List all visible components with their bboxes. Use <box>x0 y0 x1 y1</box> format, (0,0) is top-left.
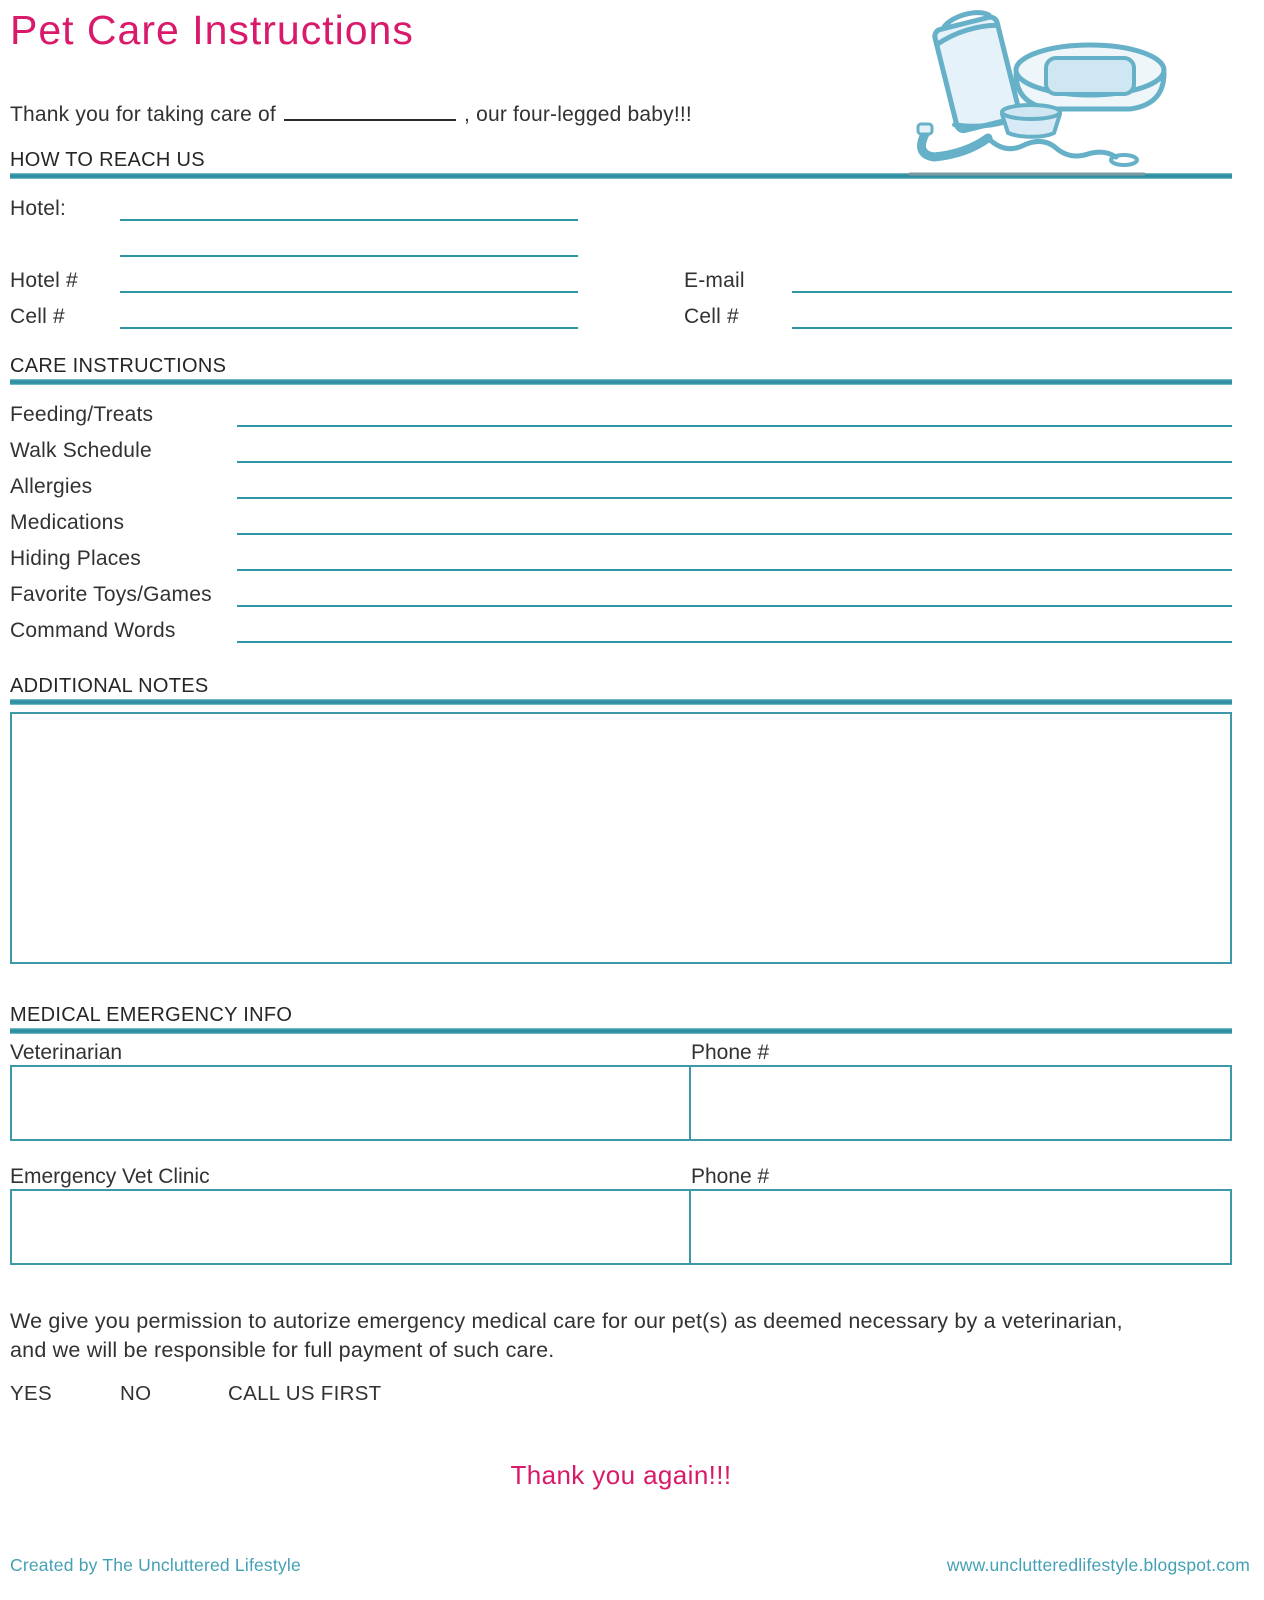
permission-statement <box>10 1307 1232 1365</box>
section-heading-care-instructions: CARE INSTRUCTIONS <box>10 355 227 378</box>
clinic-phone-label: Phone # <box>691 1165 770 1189</box>
veterinarian-label: Veterinarian <box>10 1041 123 1065</box>
page-footer <box>10 1555 1250 1576</box>
email-label: E-mail <box>684 269 745 293</box>
section-rule-medical <box>10 1028 1232 1034</box>
emergency-clinic-header-row <box>10 1163 1232 1189</box>
cell-number-field-line[interactable] <box>120 315 578 329</box>
section-rule-notes <box>10 699 1232 705</box>
permission-options-row <box>10 1382 1232 1406</box>
email-field-line[interactable] <box>792 279 1232 293</box>
hotel-field-line[interactable] <box>120 207 578 221</box>
emergency-clinic-cell[interactable] <box>12 1191 691 1263</box>
hiding-places-label: Hiding Places <box>10 547 141 571</box>
hotel-row-2 <box>10 221 1232 257</box>
pet-bed-icon <box>1016 45 1164 109</box>
permission-line-1: We give you permission to autorize emergency medical care for our pet(s) as deemed necessary by a veterinarian, <box>10 1309 1123 1334</box>
walk-schedule-label: Walk Schedule <box>10 439 152 463</box>
allergies-label: Allergies <box>10 475 93 499</box>
option-yes[interactable]: YES <box>10 1382 52 1406</box>
section-rule-care <box>10 379 1232 385</box>
section-heading-how-to-reach-us: HOW TO REACH US <box>10 149 205 172</box>
hotel-number-field-line[interactable] <box>120 279 578 293</box>
section-heading-additional-notes: ADDITIONAL NOTES <box>10 675 209 698</box>
intro-suffix: , our four-legged baby!!! <box>464 103 692 127</box>
permission-line-2: and we will be responsible for full payment of such care. <box>10 1338 555 1363</box>
veterinarian-header-row <box>10 1039 1232 1065</box>
vet-phone-label: Phone # <box>691 1041 770 1065</box>
hotel-field-line-2[interactable] <box>120 243 578 257</box>
care-row-toys <box>10 571 1232 607</box>
additional-notes-box[interactable] <box>10 712 1232 964</box>
hiding-places-field-line[interactable] <box>237 557 1232 571</box>
cell-number-2-label: Cell # <box>684 305 739 329</box>
feeding-treats-label: Feeding/Treats <box>10 403 154 427</box>
pet-name-blank[interactable] <box>284 101 456 121</box>
medications-label: Medications <box>10 511 125 535</box>
option-call-us-first[interactable]: CALL US FIRST <box>228 1382 382 1406</box>
care-row-feeding <box>10 391 1232 427</box>
pet-supplies-illustration <box>896 0 1178 180</box>
hotel-number-email-row <box>10 257 1232 293</box>
care-row-walk <box>10 427 1232 463</box>
command-words-label: Command Words <box>10 619 176 643</box>
favorite-toys-games-label: Favorite Toys/Games <box>10 583 212 607</box>
cell-number-2-field-line[interactable] <box>792 315 1232 329</box>
intro-prefix: Thank you for taking care of <box>10 103 276 127</box>
allergies-field-line[interactable] <box>237 485 1232 499</box>
footer-credit: Created by The Uncluttered Lifestyle <box>10 1555 301 1575</box>
care-row-hiding <box>10 535 1232 571</box>
command-words-field-line[interactable] <box>237 629 1232 643</box>
feeding-treats-field-line[interactable] <box>237 413 1232 427</box>
care-row-allergies <box>10 463 1232 499</box>
emergency-vet-clinic-label: Emergency Vet Clinic <box>10 1165 210 1189</box>
cell-numbers-row <box>10 293 1232 329</box>
clinic-phone-cell[interactable] <box>691 1191 1230 1263</box>
food-bowl-icon <box>1002 105 1060 137</box>
emergency-clinic-table <box>10 1189 1232 1265</box>
option-no[interactable]: NO <box>120 1382 152 1406</box>
walk-schedule-field-line[interactable] <box>237 449 1232 463</box>
medications-field-line[interactable] <box>237 521 1232 535</box>
footer-url: www.unclutteredlifestyle.blogspot.com <box>946 1555 1250 1575</box>
vet-phone-cell[interactable] <box>691 1067 1230 1139</box>
cell-number-label: Cell # <box>10 305 65 329</box>
care-row-commands <box>10 607 1232 643</box>
veterinarian-table <box>10 1065 1232 1141</box>
hotel-number-label: Hotel # <box>10 269 78 293</box>
thank-you-again-text: Thank you again!!! <box>510 1460 732 1491</box>
veterinarian-cell[interactable] <box>12 1067 691 1139</box>
page-title: Pet Care Instructions <box>10 7 414 53</box>
hotel-row <box>10 185 1232 221</box>
favorite-toys-games-field-line[interactable] <box>237 593 1232 607</box>
section-heading-medical-emergency: MEDICAL EMERGENCY INFO <box>10 1004 293 1027</box>
hotel-label: Hotel: <box>10 197 67 221</box>
care-row-medications <box>10 499 1232 535</box>
